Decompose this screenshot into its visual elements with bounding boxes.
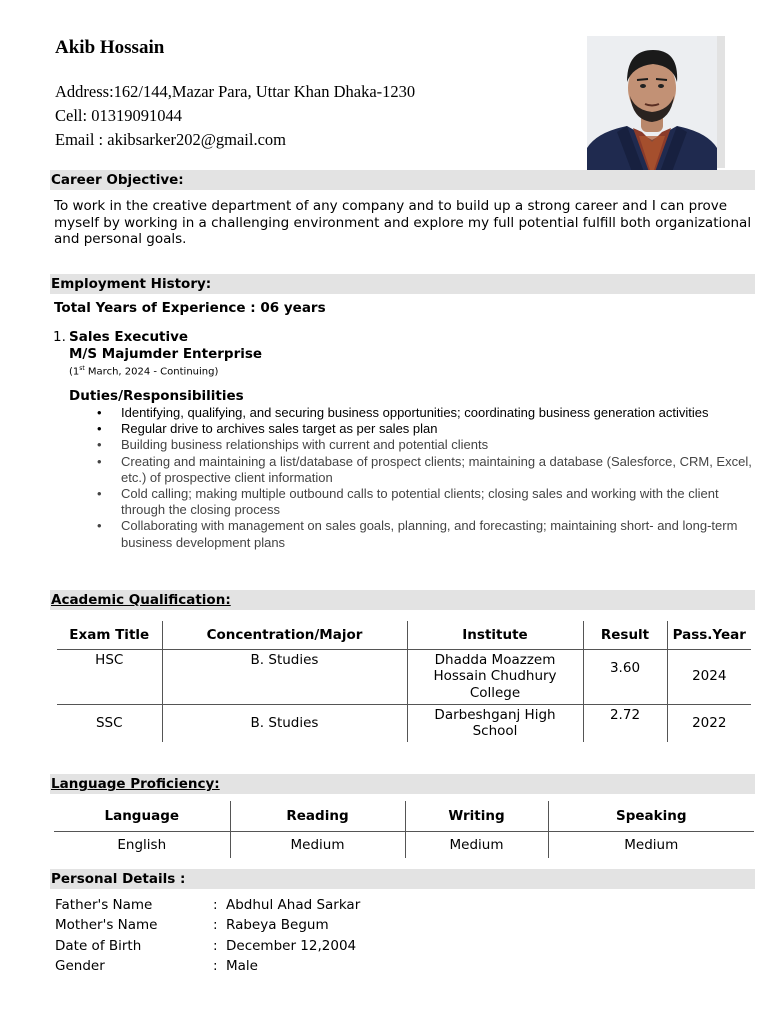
address-line: Address:162/144,Mazar Para, Uttar Khan Dhaka-1230 [55, 82, 416, 101]
personal-details-heading-text: Personal Details : [51, 871, 186, 887]
duty-text: Creating and maintaining a list/database of prospect clients; maintaining a database (Salesforce, CRM, Excel, etc.) of prospective client information [121, 453, 752, 485]
personal-label: Date of Birth [55, 938, 142, 954]
duty-item [97, 518, 757, 550]
bullet-icon: • [97, 405, 102, 420]
table-cell: 3.60 [583, 649, 667, 704]
table-cell: 2.72 [583, 704, 667, 742]
career-objective-text: To work in the creative department of any company and to build up a strong career and I can prove myself by working in a challenging environment and explore my full potential fulfill both organizational and personal goals. [54, 198, 752, 247]
portrait-image [587, 36, 717, 180]
personal-separator: : [213, 897, 218, 913]
job-dates-sup: st [79, 365, 85, 372]
table-header-row [57, 621, 751, 649]
bullet-icon: • [97, 518, 102, 534]
total-experience: Total Years of Experience : 06 years [54, 300, 326, 316]
bullet-icon: • [97, 453, 102, 469]
academic-qualification-heading [50, 590, 755, 610]
duty-text: Identifying, qualifying, and securing business opportunities; coordinating business generation activities [121, 405, 709, 420]
job-dates [69, 365, 218, 377]
photo-shadow [717, 36, 725, 168]
duty-item [97, 405, 757, 421]
employment-history-heading [50, 274, 755, 294]
job-number: 1. [53, 329, 66, 345]
academic-qualification-heading-text: Academic Qualification: [51, 592, 231, 608]
language-proficiency-heading [50, 774, 755, 794]
language-proficiency-heading-text: Language Proficiency: [51, 776, 220, 792]
table-cell: Medium [230, 831, 405, 858]
personal-label: Mother's Name [55, 917, 158, 933]
personal-value: Male [226, 958, 258, 974]
personal-label: Father's Name [55, 897, 153, 913]
duties-list [97, 405, 757, 551]
table-cell: Dhadda Moazzem Hossain Chudhury College [407, 649, 583, 704]
column-header: Writing [405, 801, 548, 831]
career-objective-heading [50, 170, 755, 190]
personal-value: Abdhul Ahad Sarkar [226, 897, 361, 913]
column-header: Result [583, 621, 667, 649]
column-header: Pass.Year [667, 621, 751, 649]
table-cell: Darbeshganj High School [407, 704, 583, 742]
personal-separator: : [213, 917, 218, 933]
language-table [54, 801, 754, 858]
table-cell: B. Studies [162, 649, 407, 704]
employment-history-heading-text: Employment History: [51, 276, 212, 292]
table-cell: B. Studies [162, 704, 407, 742]
table-header-row [54, 801, 754, 831]
career-objective-heading-text: Career Objective: [51, 172, 184, 188]
job-company: M/S Majumder Enterprise [69, 346, 263, 362]
job-dates-prefix: (1 [69, 366, 80, 378]
duty-text: Collaborating with management on sales goals, planning, and forecasting; maintaining short- and long-term business development plans [121, 518, 738, 550]
table-cell: Medium [405, 831, 548, 858]
table-cell: 2024 [667, 649, 751, 704]
personal-separator: : [213, 938, 218, 954]
table-cell: SSC [95, 715, 123, 731]
bullet-icon: • [97, 486, 102, 502]
job-dates-suffix: March, 2024 - Continuing) [84, 366, 219, 378]
column-header: Exam Title [57, 621, 162, 649]
table-row [57, 649, 751, 704]
table-row [54, 831, 754, 858]
personal-label: Gender [55, 958, 105, 974]
duty-item [97, 437, 757, 453]
personal-details-heading [50, 869, 755, 889]
bullet-icon: • [97, 421, 102, 437]
academic-table [57, 621, 751, 742]
profile-photo [587, 36, 725, 180]
table-cell: HSC [57, 649, 162, 704]
personal-value: Rabeya Begum [226, 917, 329, 933]
duty-text: Regular drive to archives sales target as per sales plan [121, 421, 438, 437]
duty-item [97, 421, 757, 437]
candidate-name: Akib Hossain [55, 37, 165, 58]
personal-separator: : [213, 958, 218, 974]
duties-heading: Duties/Responsibilities [69, 388, 244, 404]
duty-item [97, 486, 757, 518]
column-header: Concentration/Major [162, 621, 407, 649]
table-row [57, 704, 751, 742]
table-cell: 2022 [667, 704, 751, 742]
column-header: Reading [230, 801, 405, 831]
column-header: Institute [407, 621, 583, 649]
table-cell: Medium [548, 831, 754, 858]
column-header: Speaking [548, 801, 754, 831]
duty-item [97, 454, 757, 486]
email-line: Email : akibsarker202@gmail.com [55, 130, 287, 149]
column-header: Language [54, 801, 230, 831]
cell-line: Cell: 01319091044 [55, 106, 182, 125]
personal-value: December 12,2004 [226, 938, 357, 954]
bullet-icon: • [97, 437, 102, 453]
duty-text: Cold calling; making multiple outbound calls to potential clients; closing sales and working with the client through the closing process [121, 486, 719, 518]
table-cell: English [117, 836, 167, 853]
job-title: Sales Executive [69, 329, 189, 345]
duty-text: Building business relationships with current and potential clients [121, 437, 489, 453]
